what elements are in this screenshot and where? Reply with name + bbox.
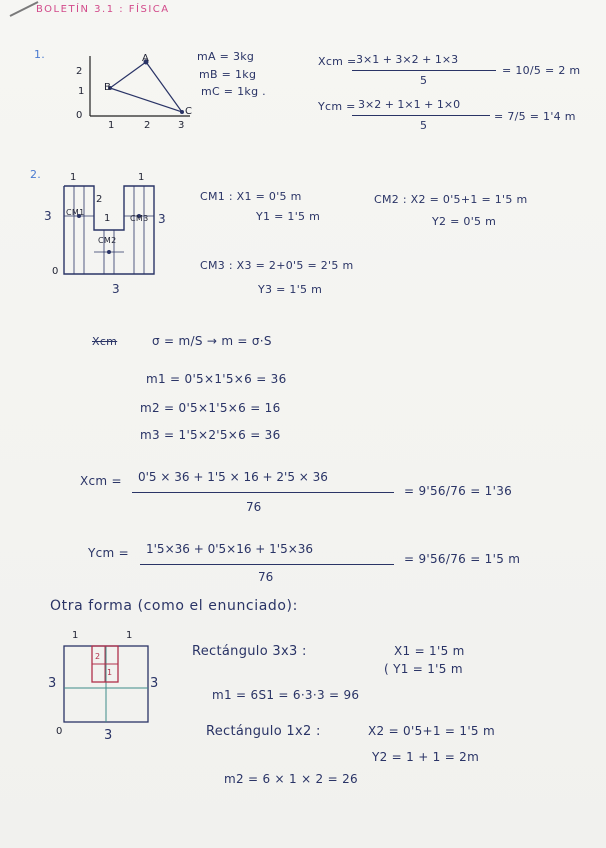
rect1-y: ( Y1 = 1'5 m bbox=[384, 662, 463, 676]
p2-ycm-label: Ycm = bbox=[88, 546, 129, 560]
fig2-inner-1: 1 bbox=[104, 213, 111, 224]
p1-ycm-result: = 7/5 = 1'4 m bbox=[494, 110, 576, 123]
mass-a: mA = 3kg bbox=[197, 50, 255, 63]
density-formula: σ = m/S → m = σ·S bbox=[152, 334, 272, 348]
p1-xcm-denominator: 5 bbox=[420, 74, 427, 87]
crossed-xcm: Xcm bbox=[92, 335, 118, 348]
cm3-y: Y3 = 1'5 m bbox=[258, 283, 323, 296]
x-tick-2: 2 bbox=[144, 120, 151, 131]
p2-ycm-fraction-bar bbox=[140, 564, 394, 565]
mass-1: m1 = 0'5×1'5×6 = 36 bbox=[146, 372, 287, 386]
fig2-cm1: CM1 bbox=[66, 208, 85, 217]
p2-xcm-result: = 9'56/76 = 1'36 bbox=[404, 484, 513, 498]
p2-xcm-fraction-bar bbox=[132, 492, 394, 493]
mass-b: mB = 1kg bbox=[199, 68, 257, 81]
p2-ycm-numerator: 1'5×36 + 0'5×16 + 1'5×36 bbox=[146, 542, 314, 556]
mass-3: m3 = 1'5×2'5×6 = 36 bbox=[140, 428, 281, 442]
p1-ycm-numerator: 3×2 + 1×1 + 1×0 bbox=[358, 98, 461, 111]
p1-xcm-result: = 10/5 = 2 m bbox=[502, 64, 581, 77]
mass-c: mC = 1kg . bbox=[201, 85, 266, 98]
fig3-top-1-right: 1 bbox=[126, 630, 133, 641]
p2-xcm-numerator: 0'5 × 36 + 1'5 × 16 + 2'5 × 36 bbox=[138, 470, 328, 484]
origin-label: 0 bbox=[76, 110, 83, 121]
rect1-x: X1 = 1'5 m bbox=[394, 644, 465, 658]
x-tick-3: 3 bbox=[178, 120, 185, 131]
cm2-y: Y2 = 0'5 m bbox=[432, 215, 497, 228]
fig2-cm2: CM2 bbox=[98, 236, 117, 245]
p1-ycm-label: Ycm = bbox=[318, 100, 356, 113]
cm2-x: CM2 : X2 = 0'5+1 = 1'5 m bbox=[374, 193, 528, 206]
x-tick-1: 1 bbox=[108, 120, 115, 131]
y-tick-1: 1 bbox=[78, 86, 85, 97]
p2-xcm-label: Xcm = bbox=[80, 474, 122, 488]
cm3-x: CM3 : X3 = 2+0'5 = 2'5 m bbox=[200, 259, 354, 272]
cm1-x: CM1 : X1 = 0'5 m bbox=[200, 190, 302, 203]
fig2-cm3: CM3 bbox=[130, 214, 149, 223]
fig2-left-3: 3 bbox=[44, 209, 52, 223]
fig3-inner-1: 1 bbox=[107, 668, 113, 677]
fig2-origin: 0 bbox=[52, 266, 59, 277]
fig2-inner-2: 2 bbox=[96, 194, 103, 205]
p1-xcm-label: Xcm = bbox=[318, 55, 357, 68]
problem-2-number: 2. bbox=[30, 168, 42, 181]
p1-ycm-denominator: 5 bbox=[420, 119, 427, 132]
fig2-top-1-right: 1 bbox=[138, 172, 145, 183]
p1-ycm-fraction-bar bbox=[352, 115, 490, 116]
alt-method-heading: Otra forma (como el enunciado): bbox=[50, 598, 298, 614]
mass-2: m2 = 0'5×1'5×6 = 16 bbox=[140, 401, 281, 415]
fig3-right-3: 3 bbox=[150, 676, 159, 691]
rect2-y: Y2 = 1 + 1 = 2m bbox=[372, 750, 480, 764]
u-shape-figure bbox=[58, 180, 178, 280]
problem-1-number: 1. bbox=[34, 48, 46, 61]
rect1-title: Rectángulo 3x3 : bbox=[192, 644, 307, 659]
p2-ycm-denominator: 76 bbox=[258, 570, 274, 584]
fig2-bottom-3: 3 bbox=[112, 282, 120, 296]
p1-xcm-numerator: 3×1 + 3×2 + 1×3 bbox=[356, 53, 459, 66]
rect2-mass: m2 = 6 × 1 × 2 = 26 bbox=[224, 772, 358, 786]
cm1-y: Y1 = 1'5 m bbox=[256, 210, 321, 223]
point-a-label: A bbox=[142, 53, 150, 64]
rect2-x: X2 = 0'5+1 = 1'5 m bbox=[368, 724, 495, 738]
fig2-top-1-left: 1 bbox=[70, 172, 77, 183]
fig3-left-3: 3 bbox=[48, 676, 57, 691]
rect2-title: Rectángulo 1x2 : bbox=[206, 724, 321, 739]
point-c-label: C bbox=[185, 106, 193, 117]
p2-xcm-denominator: 76 bbox=[246, 500, 262, 514]
page-title: BOLETÍN 3.1 : FÍSICA bbox=[36, 4, 170, 15]
fig2-right-3: 3 bbox=[158, 212, 166, 226]
rect1-mass: m1 = 6S1 = 6·3·3 = 96 bbox=[212, 688, 360, 702]
fig3-inner-2: 2 bbox=[95, 652, 101, 661]
point-b-label: B bbox=[104, 82, 112, 93]
p1-xcm-fraction-bar bbox=[352, 70, 496, 71]
y-tick-2: 2 bbox=[76, 66, 83, 77]
square-figure bbox=[58, 640, 158, 730]
fig3-bottom-3: 3 bbox=[104, 728, 113, 743]
fig3-origin: 0 bbox=[56, 726, 63, 737]
fig3-top-1-left: 1 bbox=[72, 630, 79, 641]
p2-ycm-result: = 9'56/76 = 1'5 m bbox=[404, 552, 521, 566]
